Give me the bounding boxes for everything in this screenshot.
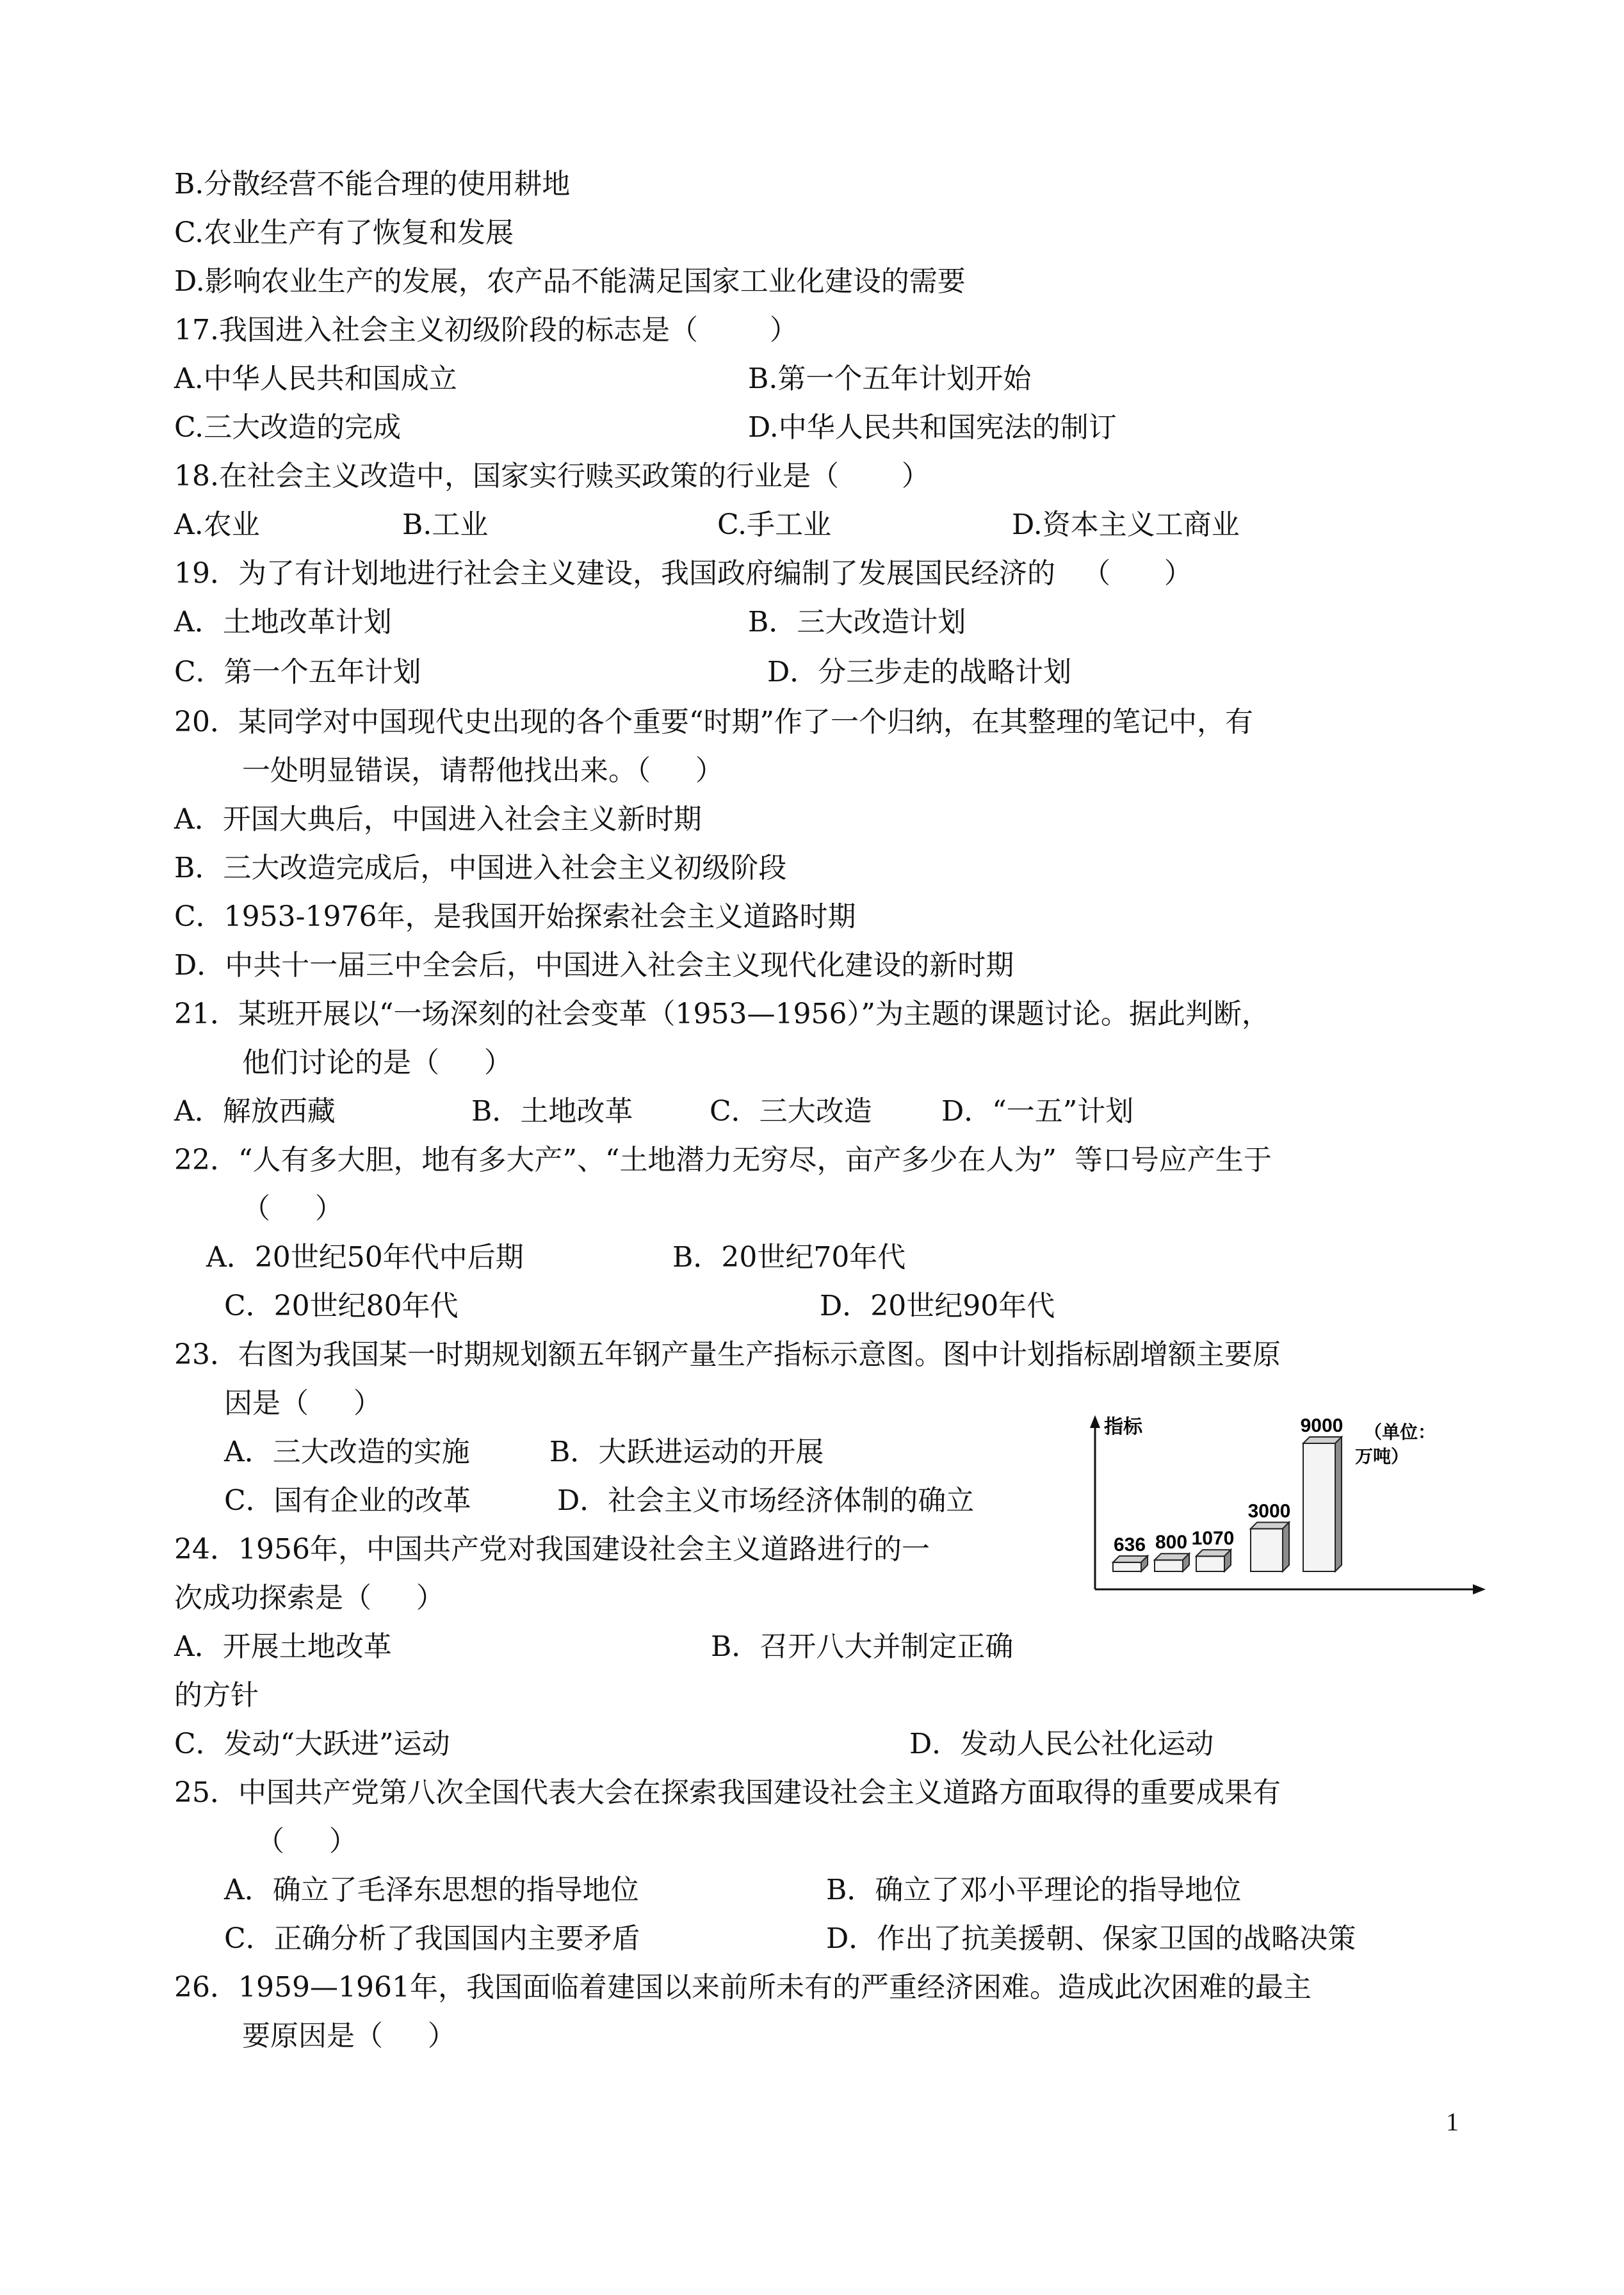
bar [1196, 1556, 1224, 1571]
data-label: 9000 [1300, 1415, 1344, 1436]
text-line: C．发动“大跃进”运动 [174, 1728, 450, 1760]
text-line: D．作出了抗美援朝、保家卫国的战略决策 [826, 1922, 1356, 1955]
text-line: B.分散经营不能合理的使用耕地 [174, 168, 571, 200]
text-line: A.中华人民共和国成立 [174, 362, 457, 395]
text-line: B．大跃进运动的开展 [549, 1436, 824, 1468]
text-line: C．三大改造 [710, 1095, 872, 1128]
text-line: C．正确分析了我国国内主要矛盾 [224, 1922, 640, 1955]
text-line: 20．某同学对中国现代史出现的各个重要“时期”作了一个归纳，在其整理的笔记中，有 [174, 706, 1253, 738]
unit-label-2: 万吨） [1355, 1447, 1409, 1466]
text-line: B．召开八大并制定正确 [711, 1630, 1014, 1663]
page-number: 1 [1446, 2107, 1459, 2136]
text-line: C．第一个五年计划 [174, 656, 421, 688]
text-line: C．国有企业的改革 [224, 1484, 471, 1517]
text-line: A.农业 [174, 508, 260, 541]
text-line: 21．某班开展以“一场深刻的社会变革（1953—1956）”为主题的课题讨论。据此判断， [174, 998, 1270, 1030]
text-line: D.中华人民共和国宪法的制订 [748, 411, 1117, 444]
text-line: A．开展土地改革 [174, 1630, 392, 1663]
text-line: B．三大改造完成后，中国进入社会主义初级阶段 [174, 852, 787, 884]
text-line: D.资本主义工商业 [1012, 508, 1240, 541]
text-line: 一处明显错误，请帮他找出来。（ ） [242, 754, 724, 787]
text-line: D．发动人民公社化运动 [909, 1728, 1214, 1760]
y-axis-arrow [1090, 1415, 1100, 1428]
data-label: 3000 [1247, 1500, 1291, 1522]
text-line: A．解放西藏 [174, 1095, 336, 1128]
text-line: C．1953-1976年，是我国开始探索社会主义道路时期 [174, 900, 856, 933]
text-line: C.农业生产有了恢复和发展 [174, 216, 514, 249]
text-line: （ ） [242, 1192, 343, 1225]
text-line: B．20世纪70年代 [672, 1241, 906, 1274]
text-line: 要原因是（ ） [242, 2020, 456, 2052]
text-line: A．土地改革计划 [174, 606, 392, 638]
text-line: B.工业 [402, 508, 489, 541]
text-line: C.手工业 [717, 508, 832, 541]
text-line: B.第一个五年计划开始 [748, 362, 1032, 395]
text-line: 的方针 [174, 1679, 259, 1712]
data-label: 1070 [1191, 1528, 1235, 1550]
text-line: D．社会主义市场经济体制的确立 [557, 1484, 975, 1517]
text-line: C.三大改造的完成 [174, 411, 402, 444]
text-line: 因是（ ） [224, 1387, 382, 1420]
text-line: 他们讨论的是（ ） [242, 1046, 512, 1079]
text-line: 24．1956年，中国共产党对我国建设社会主义道路进行的一 [174, 1533, 930, 1566]
text-line: 19．为了有计划地进行社会主义建设，我国政府编制了发展国民经济的 （ ） [174, 557, 1192, 590]
text-line: （ ） [256, 1825, 357, 1858]
y-axis-label: 指标 [1104, 1416, 1142, 1438]
text-line: A．20世纪50年代中后期 [206, 1241, 524, 1274]
text-line: D.影响农业生产的发展，农产品不能满足国家工业化建设的需要 [174, 265, 966, 298]
text-line: B．三大改造计划 [748, 606, 966, 638]
text-line: A．确立了毛泽东思想的指导地位 [224, 1874, 639, 1906]
text-line: 次成功探索是（ ） [174, 1582, 444, 1614]
text-line: A．开国大典后，中国进入社会主义新时期 [174, 803, 702, 836]
text-line: 23．右图为我国某一时期规划额五年钢产量生产指标示意图。图中计划指标剧增额主要原 [174, 1338, 1281, 1371]
text-line: 22．“人有多大胆，地有多大产”、“土地潜力无穷尽，亩产多少在人为” 等口号应产生于 [174, 1144, 1272, 1176]
data-label: 636 [1113, 1534, 1146, 1555]
unit-label-1: （单位： [1364, 1422, 1436, 1442]
bar [1155, 1560, 1183, 1571]
data-label: 800 [1155, 1532, 1188, 1553]
text-line: D．“一五”计划 [941, 1095, 1134, 1128]
text-line: 18.在社会主义改造中，国家实行赎买政策的行业是（ ） [174, 460, 930, 492]
x-axis-arrow [1473, 1584, 1486, 1594]
text-line: D．20世纪90年代 [820, 1290, 1055, 1322]
text-line: C．20世纪80年代 [224, 1290, 459, 1322]
bar-side [1335, 1437, 1342, 1571]
steel-output-chart [1063, 1409, 1486, 1601]
bar-side [1283, 1522, 1289, 1571]
bar [1251, 1529, 1283, 1571]
text-line: B．确立了邓小平理论的指导地位 [826, 1874, 1242, 1906]
text-line: B．土地改革 [471, 1095, 633, 1128]
text-line: 17.我国进入社会主义初级阶段的标志是（ ） [174, 314, 798, 346]
bar [1113, 1562, 1141, 1571]
text-line: 25．中国共产党第八次全国代表大会在探索我国建设社会主义道路方面取得的重要成果有 [174, 1776, 1281, 1809]
text-line: D．中共十一届三中全会后，中国进入社会主义现代化建设的新时期 [174, 949, 1014, 982]
bar [1303, 1443, 1335, 1571]
text-line: A．三大改造的实施 [224, 1436, 470, 1468]
text-line: 26．1959—1961年，我国面临着建国以来前所未有的严重经济困难。造成此次困难的最主 [174, 1971, 1311, 2004]
text-line: D．分三步走的战略计划 [767, 656, 1072, 688]
